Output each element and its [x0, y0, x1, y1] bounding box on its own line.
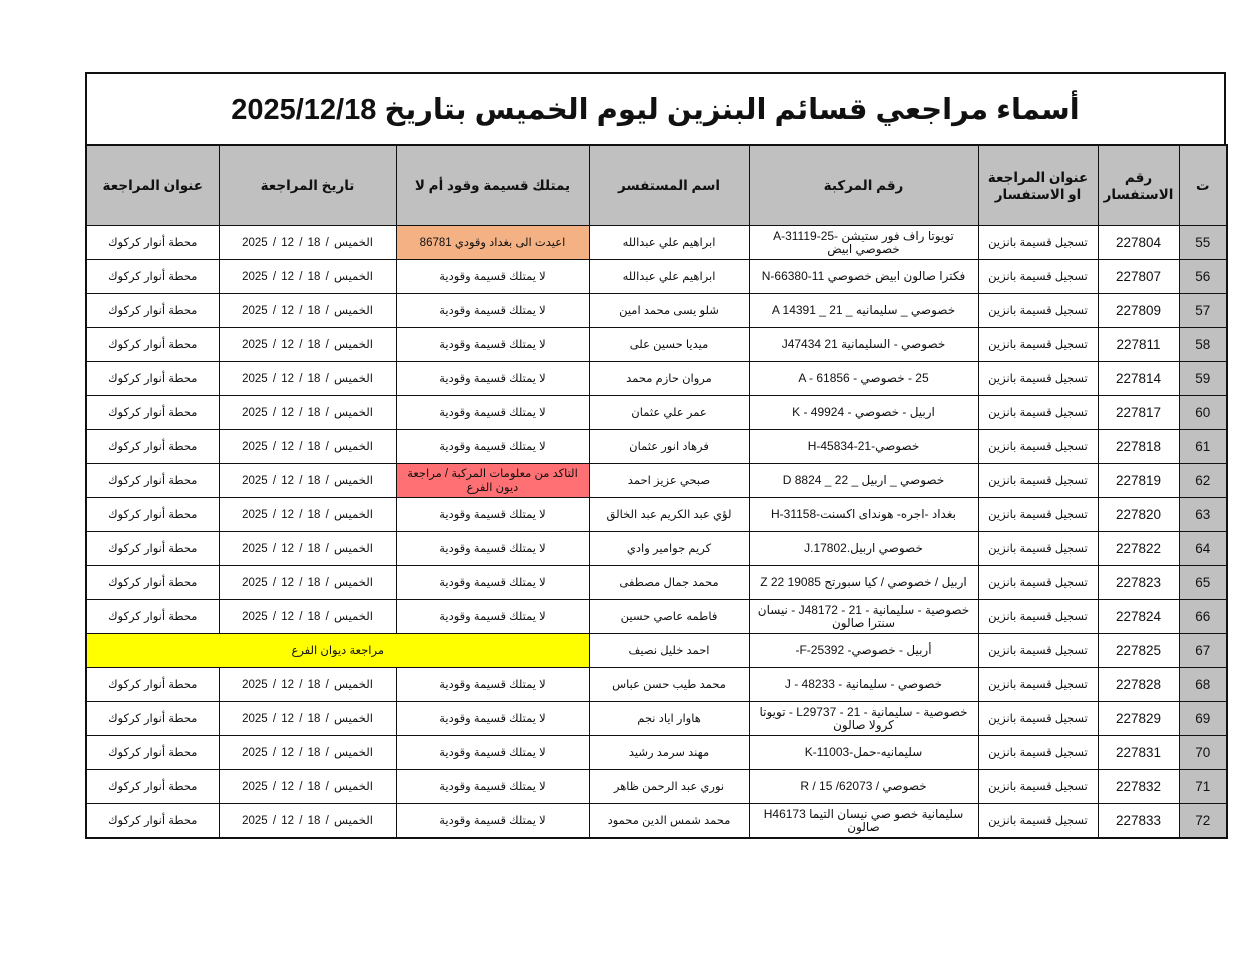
cell-review-date: الخميس / 18 / 12 / 2025: [219, 804, 396, 839]
document-sheet: [85, 72, 1226, 839]
cell-seq: 59: [1179, 362, 1227, 396]
cell-subject: تسجيل قسيمة بانزين: [978, 566, 1098, 600]
cell-inquiry-no: 227832: [1098, 770, 1179, 804]
cell-seq: 63: [1179, 498, 1227, 532]
cell-has-coupon: التاكد من معلومات المركبة / مراجعة ديون الفرع: [396, 464, 589, 498]
cell-has-coupon: لا يمتلك قسيمة وقودية: [396, 260, 589, 294]
cell-review-place: محطة أنوار كركوك: [86, 566, 219, 600]
table-row: [86, 362, 1227, 396]
cell-review-date: الخميس / 18 / 12 / 2025: [219, 328, 396, 362]
cell-plate: تويوتا راف فور ستيشن -25-A-31119 خصوصي ابيض: [749, 226, 978, 260]
cell-name: لؤي عبد الكريم عبد الخالق: [589, 498, 749, 532]
cell-plate: خصوصي _ اربيل _ 22 _ D 8824: [749, 464, 978, 498]
cell-review-place: محطة أنوار كركوك: [86, 464, 219, 498]
cell-review-place: محطة أنوار كركوك: [86, 226, 219, 260]
cell-review-date: الخميس / 18 / 12 / 2025: [219, 294, 396, 328]
cell-seq: 67: [1179, 634, 1227, 668]
cell-inquiry-no: 227820: [1098, 498, 1179, 532]
cell-review-date: الخميس / 18 / 12 / 2025: [219, 430, 396, 464]
cell-review-place: محطة أنوار كركوك: [86, 668, 219, 702]
cell-review-date: الخميس / 18 / 12 / 2025: [219, 498, 396, 532]
cell-name: هاوار اياد نجم: [589, 702, 749, 736]
cell-plate: بغداد -اجره- هونداى اكسنت-H-31158: [749, 498, 978, 532]
col-header-review-place: عنوان المراجعة: [86, 145, 219, 226]
cell-plate: خصوصي-21-H-45834: [749, 430, 978, 464]
cell-seq: 69: [1179, 702, 1227, 736]
cell-plate: 25 - خصوصي - A - 61856: [749, 362, 978, 396]
cell-inquiry-no: 227817: [1098, 396, 1179, 430]
title-box: [85, 72, 1226, 144]
cell-review-place: محطة أنوار كركوك: [86, 702, 219, 736]
cell-has-coupon: لا يمتلك قسيمة وقودية: [396, 430, 589, 464]
table-row: [86, 668, 1227, 702]
cell-name: ابراهيم علي عبدالله: [589, 260, 749, 294]
table-row: [86, 430, 1227, 464]
page-title: أسماء مراجعي قسائم البنزين ليوم الخميس بتاريخ 2025/12/18: [231, 93, 1080, 126]
cell-review-place: محطة أنوار كركوك: [86, 736, 219, 770]
cell-subject: تسجيل قسيمة بانزين: [978, 600, 1098, 634]
cell-review-place: محطة أنوار كركوك: [86, 804, 219, 839]
reviewers-table: [85, 144, 1228, 839]
cell-review-place: محطة أنوار كركوك: [86, 328, 219, 362]
cell-seq: 57: [1179, 294, 1227, 328]
cell-review-date: الخميس / 18 / 12 / 2025: [219, 260, 396, 294]
cell-name: محمد جمال مصطفى: [589, 566, 749, 600]
cell-plate: خصوصية - سليمانية - 21 - J48172 - نيسان سنترا صالون: [749, 600, 978, 634]
cell-subject: تسجيل قسيمة بانزين: [978, 396, 1098, 430]
cell-name: صبحي عزيز احمد: [589, 464, 749, 498]
col-header-review-date: تاريخ المراجعة: [219, 145, 396, 226]
table-body: [86, 226, 1227, 839]
cell-subject: تسجيل قسيمة بانزين: [978, 430, 1098, 464]
cell-inquiry-no: 227833: [1098, 804, 1179, 839]
cell-subject: تسجيل قسيمة بانزين: [978, 294, 1098, 328]
cell-review-place: محطة أنوار كركوك: [86, 532, 219, 566]
col-header-has-coupon: يمتلك قسيمة وقود أم لا: [396, 145, 589, 226]
cell-seq: 61: [1179, 430, 1227, 464]
cell-plate: خصوصية - سليمانية - 21 - L29737 - تويوتا كرولا صالون: [749, 702, 978, 736]
cell-seq: 58: [1179, 328, 1227, 362]
cell-inquiry-no: 227828: [1098, 668, 1179, 702]
cell-seq: 71: [1179, 770, 1227, 804]
cell-subject: تسجيل قسيمة بانزين: [978, 362, 1098, 396]
table-row: [86, 464, 1227, 498]
cell-seq: 66: [1179, 600, 1227, 634]
cell-subject: تسجيل قسيمة بانزين: [978, 464, 1098, 498]
cell-seq: 70: [1179, 736, 1227, 770]
cell-subject: تسجيل قسيمة بانزين: [978, 532, 1098, 566]
cell-plate: خصوصي - السليمانية 21 J47434: [749, 328, 978, 362]
cell-inquiry-no: 227822: [1098, 532, 1179, 566]
cell-review-date: الخميس / 18 / 12 / 2025: [219, 464, 396, 498]
cell-has-coupon: لا يمتلك قسيمة وقودية: [396, 668, 589, 702]
cell-inquiry-no: 227829: [1098, 702, 1179, 736]
cell-plate: خصوصي / 62073/ R / 15: [749, 770, 978, 804]
cell-name: شلو يسى محمد امين: [589, 294, 749, 328]
cell-subject: تسجيل قسيمة بانزين: [978, 770, 1098, 804]
cell-review-date: الخميس / 18 / 12 / 2025: [219, 396, 396, 430]
cell-subject: تسجيل قسيمة بانزين: [978, 702, 1098, 736]
cell-has-coupon: لا يمتلك قسيمة وقودية: [396, 770, 589, 804]
col-header-inquiry-no: رقم الاستفسار: [1098, 145, 1179, 226]
table-row: [86, 396, 1227, 430]
table-row: [86, 770, 1227, 804]
cell-seq: 60: [1179, 396, 1227, 430]
cell-name: مهند سرمد رشيد: [589, 736, 749, 770]
cell-name: فرهاد انور عثمان: [589, 430, 749, 464]
cell-has-coupon: لا يمتلك قسيمة وقودية: [396, 736, 589, 770]
cell-has-coupon: لا يمتلك قسيمة وقودية: [396, 328, 589, 362]
cell-review-place: محطة أنوار كركوك: [86, 600, 219, 634]
cell-review-place: محطة أنوار كركوك: [86, 362, 219, 396]
cell-has-coupon: لا يمتلك قسيمة وقودية: [396, 362, 589, 396]
col-header-subject: عنوان المراجعة او الاستفسار: [978, 145, 1098, 226]
cell-merged-note: مراجعة ديوان الفرع: [86, 634, 589, 668]
cell-inquiry-no: 227807: [1098, 260, 1179, 294]
cell-has-coupon: لا يمتلك قسيمة وقودية: [396, 396, 589, 430]
cell-has-coupon: لا يمتلك قسيمة وقودية: [396, 566, 589, 600]
table-row: [86, 804, 1227, 839]
table-row: [86, 634, 1227, 668]
cell-review-date: الخميس / 18 / 12 / 2025: [219, 226, 396, 260]
cell-review-date: الخميس / 18 / 12 / 2025: [219, 736, 396, 770]
cell-review-place: محطة أنوار كركوك: [86, 430, 219, 464]
cell-seq: 65: [1179, 566, 1227, 600]
cell-review-place: محطة أنوار كركوك: [86, 396, 219, 430]
cell-name: محمد شمس الدين محمود: [589, 804, 749, 839]
cell-review-date: الخميس / 18 / 12 / 2025: [219, 532, 396, 566]
cell-name: ميديا حسين على: [589, 328, 749, 362]
table-row: [86, 328, 1227, 362]
table-row: [86, 498, 1227, 532]
cell-subject: تسجيل قسيمة بانزين: [978, 804, 1098, 839]
cell-subject: تسجيل قسيمة بانزين: [978, 328, 1098, 362]
table-row: [86, 600, 1227, 634]
table-row: [86, 260, 1227, 294]
cell-name: نوري عبد الرحمن ظاهر: [589, 770, 749, 804]
cell-review-place: محطة أنوار كركوك: [86, 498, 219, 532]
cell-seq: 55: [1179, 226, 1227, 260]
table-row: [86, 702, 1227, 736]
cell-seq: 72: [1179, 804, 1227, 839]
table-row: [86, 566, 1227, 600]
cell-plate: اربيل / خصوصي / كيا سبورتج 19085 Z 22: [749, 566, 978, 600]
cell-plate: فكترا صالون ابيض خصوصي 11-N-66380: [749, 260, 978, 294]
cell-plate: خصوصي _ سليمانيه _ 21 _ A 14391: [749, 294, 978, 328]
table-row: [86, 226, 1227, 260]
header-row: [86, 145, 1227, 226]
cell-has-coupon: اعيدت الى بغداد وقودي 86781: [396, 226, 589, 260]
cell-seq: 56: [1179, 260, 1227, 294]
col-header-plate: رقم المركبة: [749, 145, 978, 226]
cell-has-coupon: لا يمتلك قسيمة وقودية: [396, 294, 589, 328]
cell-plate: خصوصي اربيل.J.17802: [749, 532, 978, 566]
cell-inquiry-no: 227811: [1098, 328, 1179, 362]
cell-inquiry-no: 227804: [1098, 226, 1179, 260]
cell-inquiry-no: 227814: [1098, 362, 1179, 396]
cell-review-date: الخميس / 18 / 12 / 2025: [219, 362, 396, 396]
cell-review-date: الخميس / 18 / 12 / 2025: [219, 566, 396, 600]
table-row: [86, 294, 1227, 328]
cell-plate: أربيل - خصوصي- F-25392-: [749, 634, 978, 668]
cell-has-coupon: لا يمتلك قسيمة وقودية: [396, 498, 589, 532]
cell-plate: اربيل - خصوصي - 49924 - K: [749, 396, 978, 430]
cell-subject: تسجيل قسيمة بانزين: [978, 226, 1098, 260]
cell-subject: تسجيل قسيمة بانزين: [978, 668, 1098, 702]
cell-seq: 62: [1179, 464, 1227, 498]
cell-has-coupon: لا يمتلك قسيمة وقودية: [396, 804, 589, 839]
cell-has-coupon: لا يمتلك قسيمة وقودية: [396, 600, 589, 634]
cell-review-place: محطة أنوار كركوك: [86, 260, 219, 294]
cell-review-place: محطة أنوار كركوك: [86, 294, 219, 328]
cell-name: فاطمه عاصي حسين: [589, 600, 749, 634]
cell-subject: تسجيل قسيمة بانزين: [978, 634, 1098, 668]
table-row: [86, 532, 1227, 566]
cell-name: كريم جوامير وادي: [589, 532, 749, 566]
cell-name: مروان حازم محمد: [589, 362, 749, 396]
cell-review-date: الخميس / 18 / 12 / 2025: [219, 770, 396, 804]
cell-seq: 68: [1179, 668, 1227, 702]
cell-subject: تسجيل قسيمة بانزين: [978, 498, 1098, 532]
cell-name: ابراهيم علي عبدالله: [589, 226, 749, 260]
cell-plate: سليمانيه-حمل-K-11003: [749, 736, 978, 770]
cell-has-coupon: لا يمتلك قسيمة وقودية: [396, 702, 589, 736]
cell-inquiry-no: 227823: [1098, 566, 1179, 600]
cell-seq: 64: [1179, 532, 1227, 566]
col-header-seq: ت: [1179, 145, 1227, 226]
cell-inquiry-no: 227825: [1098, 634, 1179, 668]
cell-inquiry-no: 227824: [1098, 600, 1179, 634]
cell-subject: تسجيل قسيمة بانزين: [978, 736, 1098, 770]
col-header-name: اسم المستفسر: [589, 145, 749, 226]
cell-subject: تسجيل قسيمة بانزين: [978, 260, 1098, 294]
table-row: [86, 736, 1227, 770]
cell-review-date: الخميس / 18 / 12 / 2025: [219, 702, 396, 736]
cell-inquiry-no: 227831: [1098, 736, 1179, 770]
cell-inquiry-no: 227818: [1098, 430, 1179, 464]
cell-name: محمد طيب حسن عباس: [589, 668, 749, 702]
cell-name: احمد خليل نصيف: [589, 634, 749, 668]
cell-plate: خصوصي - سليمانية - 48233 - J: [749, 668, 978, 702]
cell-name: عمر علي عثمان: [589, 396, 749, 430]
cell-plate: سليمانية خصو صي نيسان التيما H46173 صالون: [749, 804, 978, 839]
cell-review-date: الخميس / 18 / 12 / 2025: [219, 668, 396, 702]
cell-inquiry-no: 227809: [1098, 294, 1179, 328]
cell-review-place: محطة أنوار كركوك: [86, 770, 219, 804]
cell-inquiry-no: 227819: [1098, 464, 1179, 498]
cell-has-coupon: لا يمتلك قسيمة وقودية: [396, 532, 589, 566]
cell-review-date: الخميس / 18 / 12 / 2025: [219, 600, 396, 634]
